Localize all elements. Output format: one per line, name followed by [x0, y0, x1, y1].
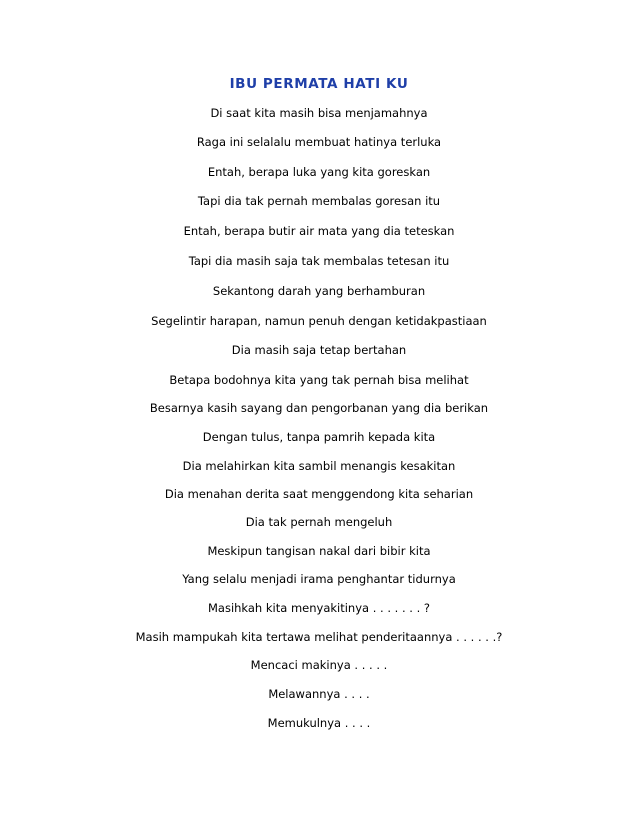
poem-line-2: Raga ini selalalu membuat hatinya terluka [196, 135, 442, 149]
poem-line-15: Dia tak pernah mengeluh [245, 515, 393, 529]
poem-line-1: Di saat kita masih bisa menjamahnya [210, 106, 428, 120]
poem-line-13: Dia melahirkan kita sambil menangis kesakitan [182, 459, 456, 473]
poem-line-8: Segelintir harapan, namun penuh dengan ketidakpastiaan [151, 314, 487, 328]
poem-line-20: Mencaci makinya . . . . . [250, 658, 388, 672]
poem-line-11: Besarnya kasih sayang dan pengorbanan yang dia berikan [149, 401, 489, 415]
poem-line-3: Entah, berapa luka yang kita goreskan [207, 165, 431, 179]
poem-line-10: Betapa bodohnya kita yang tak pernah bisa melihat [169, 373, 469, 387]
poem-line-16: Meskipun tangisan nakal dari bibir kita [207, 544, 431, 558]
poem-line-22: Memukulnya . . . . [267, 716, 371, 730]
poem-line-12: Dengan tulus, tanpa pamrih kepada kita [202, 430, 436, 444]
poem-line-19: Masih mampukah kita tertawa melihat penderitaannya . . . . . .? [135, 630, 503, 644]
poem-line-7: Sekantong darah yang berhamburan [212, 284, 426, 298]
poem-line-4: Tapi dia tak pernah membalas goresan itu [197, 194, 441, 208]
poem-line-18: Masihkah kita menyakitinya . . . . . . . ? [207, 601, 430, 615]
poem-line-9: Dia masih saja tetap bertahan [231, 343, 407, 357]
poem-line-14: Dia menahan derita saat menggendong kita seharian [164, 487, 474, 501]
poem-line-6: Tapi dia masih saja tak membalas tetesan itu [188, 254, 450, 268]
poem-title: IBU PERMATA HATI KU [229, 76, 409, 92]
poem-line-5: Entah, berapa butir air mata yang dia teteskan [183, 224, 455, 238]
poem-line-17: Yang selalu menjadi irama penghantar tidurnya [182, 572, 456, 586]
poem-line-21: Melawannya . . . . [268, 687, 370, 701]
